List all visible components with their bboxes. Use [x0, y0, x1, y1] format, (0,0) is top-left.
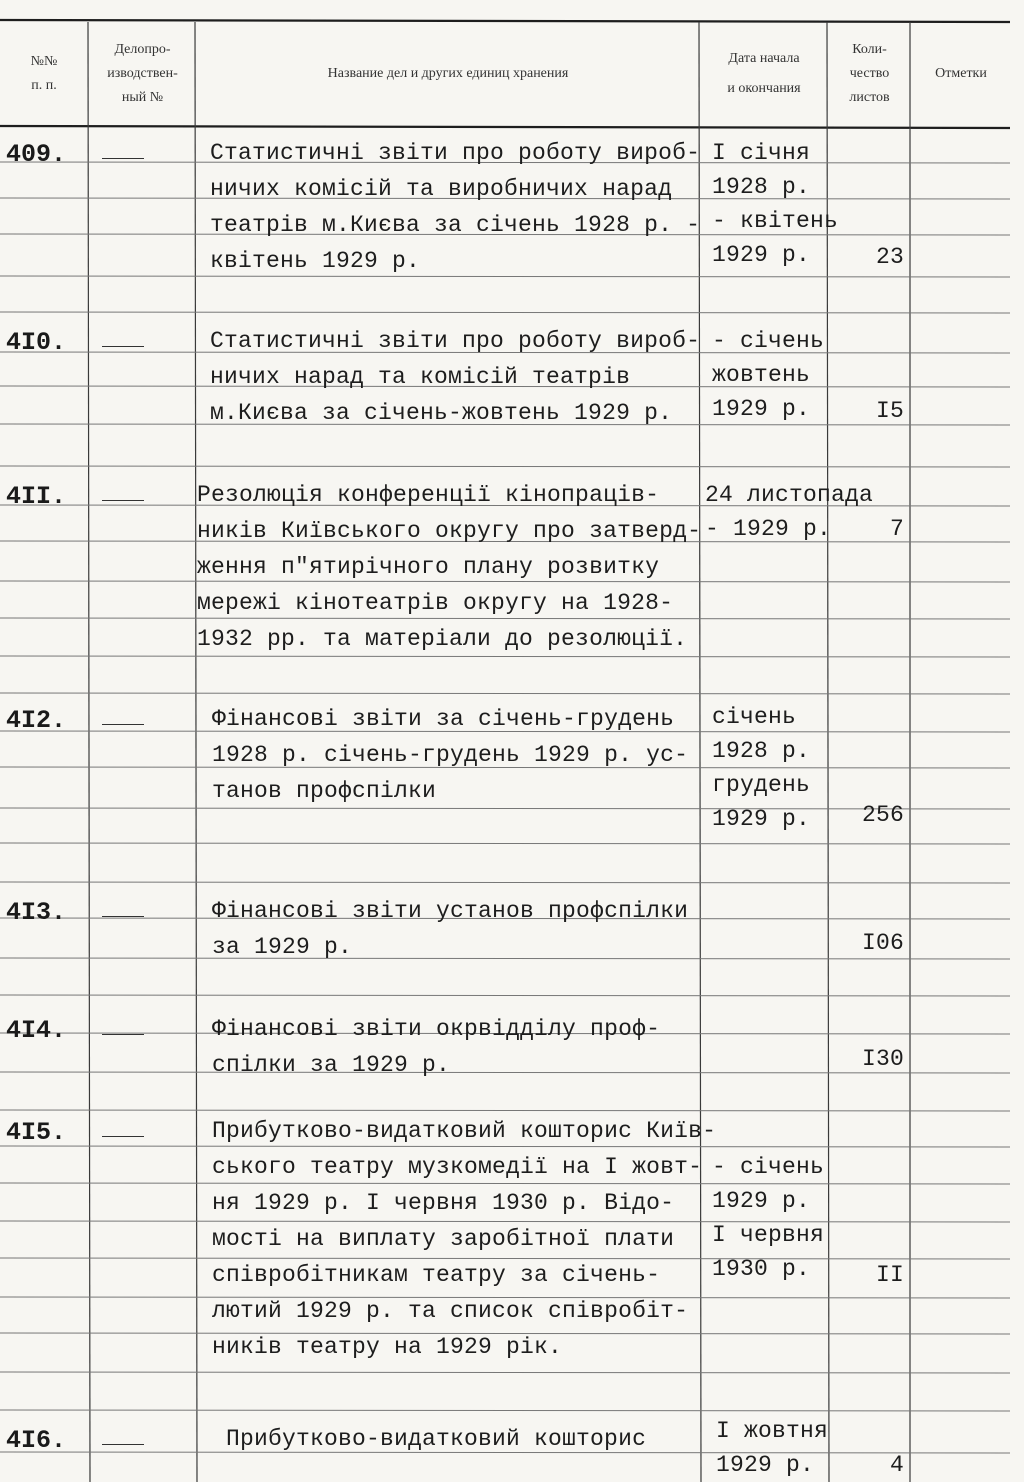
entry-title-line: Резолюція конференції кінопраців-	[197, 482, 660, 508]
column-divider	[88, 22, 90, 1482]
entry-sheets: 23	[875, 244, 904, 270]
entry-title-line: мережі кінотеатрів округу на 1928-	[197, 590, 674, 616]
entry-title-line: 1928 р. січень-грудень 1929 р. ус-	[212, 742, 689, 768]
entry-number: 4I0.	[6, 328, 67, 357]
entry-title-line: лютий 1929 р. та список співробіт-	[212, 1298, 689, 1324]
office-number-dash	[102, 1034, 144, 1035]
header-dates: Дата начала и окончания	[727, 51, 801, 96]
header-bottom-border	[0, 126, 1010, 128]
entry-date-line: жовтень	[712, 362, 811, 388]
entry-date-line: 1928 р.	[712, 174, 811, 200]
ruled-line	[0, 656, 1010, 657]
entry-date-line: - січень	[712, 328, 825, 354]
entry-title-line: Фінансові звіти установ профспілки	[212, 898, 689, 924]
ruled-line	[0, 1258, 1010, 1259]
entry-sheets: II	[875, 1262, 904, 1288]
entry-title-line: ників Київського округу про затверд-	[197, 518, 702, 544]
entry-title-line: Статистичні звіти про роботу вироб-	[210, 328, 701, 354]
header-office-number: Делопро- изводствен- ный №	[107, 42, 178, 105]
ruled-line	[0, 466, 1010, 467]
entry-date-line: 1929 р.	[712, 396, 811, 422]
ruled-line	[0, 312, 1010, 313]
entry-number: 4I3.	[6, 898, 67, 927]
entry-date-line: 1929 р.	[712, 242, 811, 268]
column-divider	[699, 22, 701, 1482]
ruled-line	[0, 1183, 1010, 1184]
entry-title-line: ського театру музкомедії на I жовт-	[212, 1154, 703, 1180]
entry-date-line: I червня	[712, 1222, 825, 1248]
entry-title-line: м.Києва за січень-жовтень 1929 р.	[210, 400, 673, 426]
entry-date-line: - 1929 р.	[705, 516, 832, 542]
entry-title-line: ження п"ятирічного плану розвитку	[197, 554, 660, 580]
entry-date-line: 1929 р.	[712, 806, 811, 832]
entry-title-line: Фінансові звіти окрвідділу проф-	[212, 1016, 661, 1042]
entry-date-line: грудень	[712, 772, 811, 798]
office-number-dash	[102, 1444, 144, 1445]
entry-date-line: - січень	[712, 1154, 825, 1180]
ruled-line	[0, 1110, 1010, 1111]
header-number: №№ п. п.	[30, 54, 58, 93]
ruled-line	[0, 1072, 1010, 1073]
office-number-dash	[102, 500, 144, 501]
ruled-line	[0, 1146, 1010, 1147]
entry-sheets: I06	[861, 930, 904, 956]
office-number-dash	[102, 158, 144, 159]
ruled-line	[0, 1372, 1010, 1373]
column-divider	[195, 22, 197, 1482]
ruled-line	[0, 995, 1010, 996]
entry-date-line: 1929 р.	[712, 1188, 811, 1214]
header-sheets: Коли- чество листов	[849, 42, 890, 105]
entry-date-line: 1929 р.	[716, 1452, 815, 1478]
header-title: Название дел и других единиц хранения	[327, 66, 569, 81]
entry-date-line: 24 листопада	[705, 482, 874, 508]
entry-number: 4I2.	[6, 706, 67, 735]
entry-title-line: ня 1929 р. I червня 1930 р. Відо-	[212, 1190, 675, 1216]
entry-title-line: мості на виплату заробітної плати	[212, 1226, 675, 1252]
top-border	[0, 20, 1010, 22]
entry-sheets: 256	[861, 802, 904, 828]
entry-number: 4I5.	[6, 1118, 67, 1147]
entry-title-line: ничих нарад та комісій театрів	[210, 364, 631, 390]
ruled-line	[0, 1221, 1010, 1222]
entry-title-line: ників театру на 1929 рік.	[212, 1334, 563, 1360]
entry-title-line: співробітникам театру за січень-	[212, 1262, 661, 1288]
entry-number: 4I4.	[6, 1016, 67, 1045]
entry-date-line: I жовтня	[716, 1418, 829, 1444]
entry-title-line: квітень 1929 р.	[210, 248, 421, 274]
entry-date-line: 1928 р.	[712, 738, 811, 764]
entry-sheets: I30	[861, 1046, 904, 1072]
entry-title-line: Прибутково-видатковий кошторис Київ-	[212, 1118, 717, 1144]
ruled-line	[0, 958, 1010, 959]
entry-date-line: січень	[712, 704, 797, 730]
header-notes: Отметки	[935, 66, 987, 81]
entry-number: 409.	[6, 140, 67, 169]
office-number-dash	[102, 346, 144, 347]
entry-number: 4II.	[6, 482, 67, 511]
office-number-dash	[102, 724, 144, 725]
entry-title-line: спілки за 1929 р.	[212, 1052, 451, 1078]
entry-number: 4I6.	[6, 1426, 67, 1455]
ruled-line	[0, 693, 1010, 694]
entry-title-line: Прибутково-видатковий кошторис	[226, 1426, 647, 1452]
entry-title-line: за 1929 р.	[212, 934, 353, 960]
ruled-line	[0, 581, 1010, 582]
entry-date-line: I січня	[712, 140, 811, 166]
ruled-line	[0, 1410, 1010, 1411]
entry-title-line: 1932 рр. та матеріали до резолюції.	[197, 626, 688, 652]
entry-title-line: ничих комісій та виробничих нарад	[210, 176, 673, 202]
ruled-line	[0, 618, 1010, 619]
entry-sheets: 7	[889, 516, 904, 542]
entry-date-line: - квітень	[712, 208, 839, 234]
entry-sheets: I5	[875, 398, 904, 424]
ruled-line	[0, 882, 1010, 883]
office-number-dash	[102, 1136, 144, 1137]
office-number-dash	[102, 916, 144, 917]
entry-title-line: танов профспілки	[212, 778, 437, 804]
entry-title-line: Фінансові звіти за січень-грудень	[212, 706, 675, 732]
entry-date-line: 1930 р.	[712, 1256, 811, 1282]
entry-title-line: Статистичні звіти про роботу вироб-	[210, 140, 701, 166]
ruled-line	[0, 843, 1010, 844]
ruled-line	[0, 276, 1010, 277]
entry-sheets: 4	[889, 1452, 904, 1478]
column-divider	[827, 22, 829, 1482]
entry-title-line: театрів м.Києва за січень 1928 р. -	[210, 212, 701, 238]
